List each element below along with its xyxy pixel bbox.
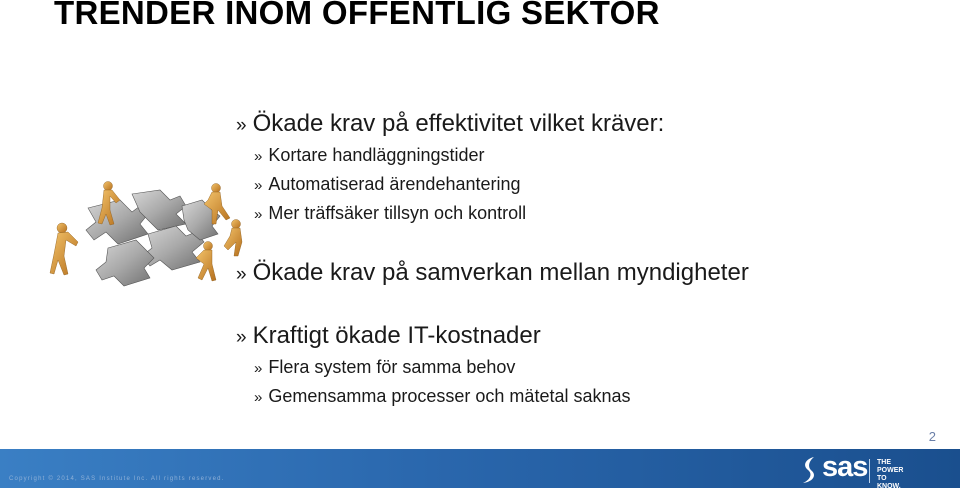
copyright-text: Copyright © 2014, SAS Institute Inc. All rights reserved. (9, 476, 225, 482)
sub-bullet-text: Kortare handläggningstider (268, 145, 485, 165)
slide-title: TRENDER INOM OFFENTLIG SEKTOR (54, 0, 660, 31)
bullet-marker: » (236, 115, 247, 136)
sas-logo-text: sas (822, 451, 868, 483)
bullet-text: Ökade krav på samverkan mellan myndigheter (252, 259, 749, 286)
sub-bullet-text: Mer träffsäker tillsyn och kontroll (268, 203, 527, 223)
bullet-marker: » (254, 389, 263, 406)
bullet-marker: » (254, 148, 263, 165)
puzzle-figures-icon (36, 170, 258, 298)
sub-bullet (254, 386, 631, 407)
bullet-samverkan (236, 259, 749, 287)
page-number: 2 (928, 429, 936, 444)
sub-bullet-text: Automatiserad ärendehantering (268, 174, 521, 194)
tagline-line: THE (877, 459, 891, 466)
sub-bullet-text: Flera system för samma behov (268, 357, 516, 377)
bullet-marker: » (236, 327, 247, 348)
tagline-line: POWER (877, 467, 904, 474)
sub-bullet (254, 357, 515, 378)
bullet-text: Kraftigt ökade IT-kostnader (252, 322, 541, 349)
logo-tagline (877, 459, 903, 491)
bullet-text: Ökade krav på effektivitet vilket kräver: (252, 110, 665, 137)
tagline-line: TO KNOW. (877, 475, 901, 490)
sub-bullet (254, 174, 521, 195)
sub-bullet (254, 145, 485, 166)
footer-bar (0, 449, 960, 488)
sub-bullet-text: Gemensamma processer och mätetal saknas (268, 386, 631, 406)
bullet-marker: » (254, 360, 263, 377)
bullet-marker: » (236, 264, 247, 285)
sas-s-icon (800, 455, 820, 485)
bullet-marker: » (254, 206, 263, 223)
bullet-it-kostnader (236, 322, 541, 350)
logo-divider (869, 459, 870, 483)
sub-bullet (254, 203, 526, 224)
bullet-marker: » (254, 177, 263, 194)
bullet-effektivitet (236, 110, 664, 138)
